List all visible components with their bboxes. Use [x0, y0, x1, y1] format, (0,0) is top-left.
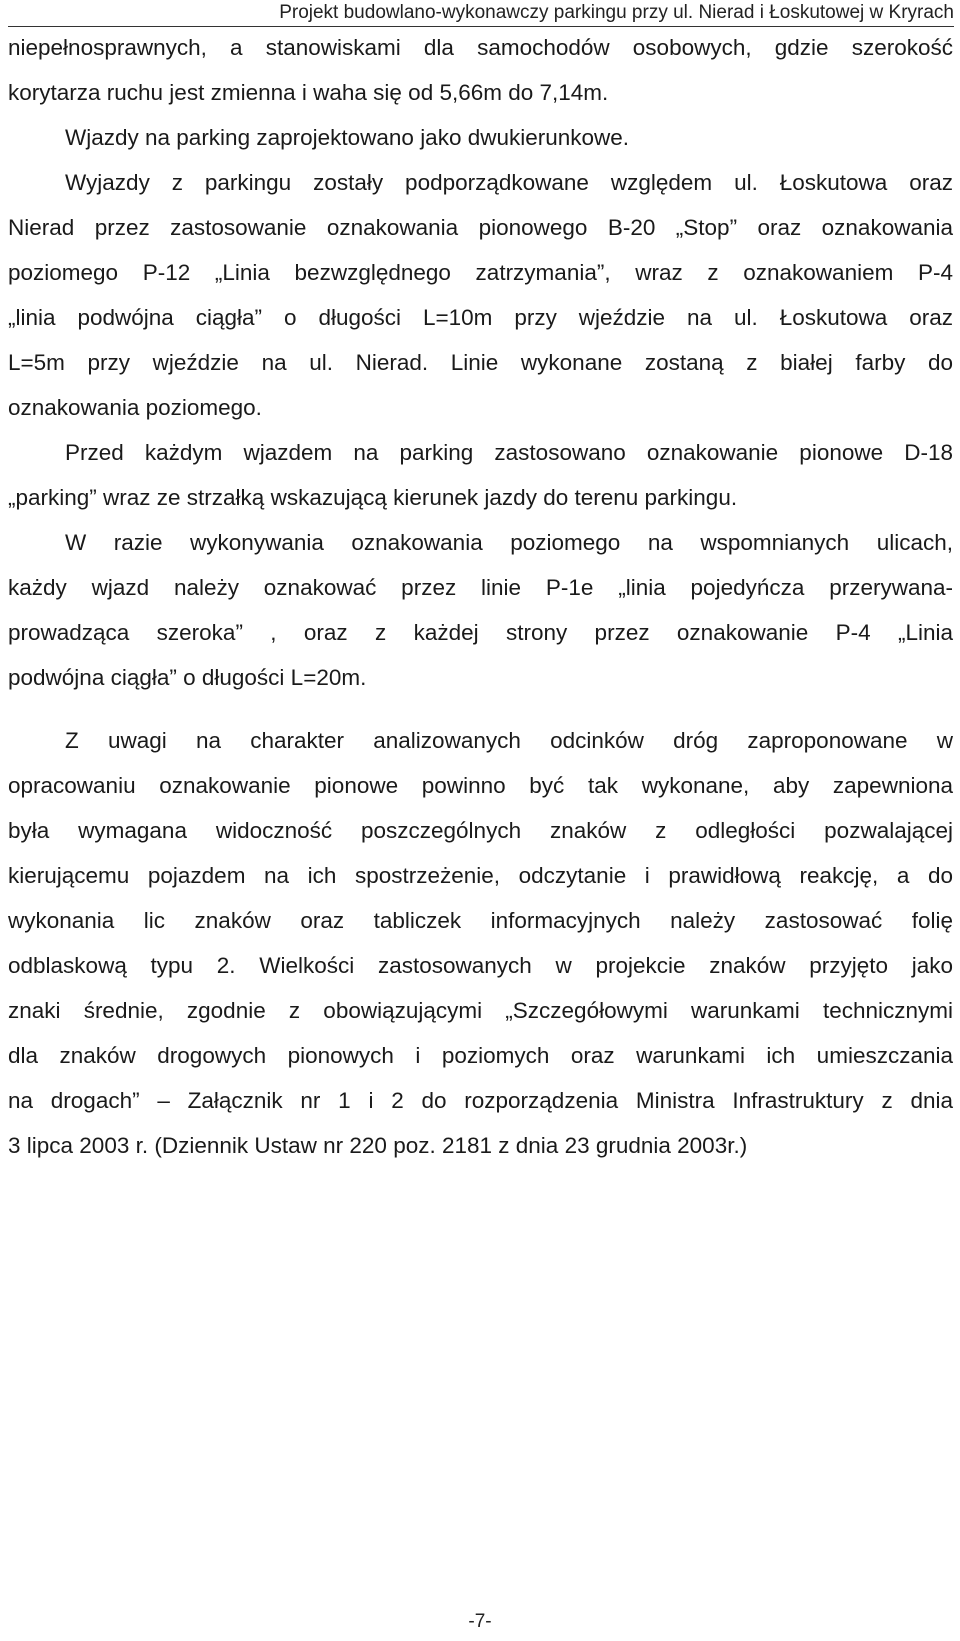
paragraph-corridor [8, 25, 953, 115]
text-line: niepełnosprawnych, a stanowiskami dla samochodów osobowych, gdzie szerokość [8, 35, 953, 60]
text-line: była wymagana widoczność poszczególnych znaków z odległości pozwalającej [8, 818, 953, 843]
paragraph-sign-visibility [8, 718, 953, 1168]
text-line: Wyjazdy z parkingu zostały podporządkowane względem ul. Łoskutowa oraz [65, 170, 953, 195]
text-line: 3 lipca 2003 r. (Dziennik Ustaw nr 220 poz. 2181 z dnia 23 grudnia 2003r.) [8, 1133, 748, 1158]
text-line: opracowaniu oznakowanie pionowe powinno być tak wykonane, aby zapewniona [8, 773, 953, 798]
text-line: znaki średnie, zgodnie z obowiązującymi „Szczegółowymi warunkami technicznymi [8, 998, 953, 1023]
text-line: „linia podwójna ciągła” o długości L=10m przy wjeździe na ul. Łoskutowa oraz [8, 305, 953, 330]
text-line: prowadząca szeroka” , oraz z każdej strony przez oznakowanie P-4 „Linia [8, 620, 953, 645]
text-line: kierującemu pojazdem na ich spostrzeżenie, odczytanie i prawidłową reakcję, a do [8, 863, 953, 888]
text-line: Przed każdym wjazdem na parking zastosowano oznakowanie pionowe D-18 [65, 440, 953, 465]
paragraph-entrances [8, 115, 953, 160]
text-line: L=5m przy wjeździe na ul. Nierad. Linie wykonane zostaną z białej farby do [8, 350, 953, 375]
text-line: wykonania lic znaków oraz tabliczek informacyjnych należy zastosować folię [8, 908, 953, 933]
paragraph-parking-sign [8, 430, 953, 520]
text-line: W razie wykonywania oznakowania poziomego na wspomnianych ulicach, [65, 530, 953, 555]
text-line: oznakowania poziomego. [8, 395, 262, 420]
text-line: odblaskową typu 2. Wielkości zastosowanych w projekcie znaków przyjęto jako [8, 953, 953, 978]
page-number: -7- [468, 1611, 492, 1632]
paragraph-exits [8, 160, 953, 430]
document-body [8, 25, 953, 1168]
running-header: Projekt budowlano-wykonawczy parkingu przy ul. Nierad i Łoskutowej w Kryrach [279, 2, 954, 23]
text-line: Wjazdy na parking zaprojektowano jako dwukierunkowe. [65, 125, 630, 150]
text-line: poziomego P-12 „Linia bezwzględnego zatrzymania”, wraz z oznakowaniem P-4 [8, 260, 953, 285]
text-line: korytarza ruchu jest zmienna i waha się od 5,66m do 7,14m. [8, 80, 609, 105]
text-line: Z uwagi na charakter analizowanych odcinków dróg zaproponowane w [65, 728, 953, 753]
paragraph-gap [8, 700, 953, 718]
text-line: „parking” wraz ze strzałką wskazującą kierunek jazdy do terenu parkingu. [8, 485, 738, 510]
text-line: dla znaków drogowych pionowych i poziomych oraz warunkami ich umieszczania [8, 1043, 953, 1068]
text-line: Nierad przez zastosowanie oznakowania pionowego B-20 „Stop” oraz oznakowania [8, 215, 953, 240]
paragraph-horizontal-marking [8, 520, 953, 700]
text-line: podwójna ciągła” o długości L=20m. [8, 665, 367, 690]
text-line: każdy wjazd należy oznakować przez linie P-1e „linia pojedyńcza przerywana- [8, 575, 953, 600]
text-line: na drogach” – Załącznik nr 1 i 2 do rozporządzenia Ministra Infrastruktury z dnia [8, 1088, 953, 1113]
